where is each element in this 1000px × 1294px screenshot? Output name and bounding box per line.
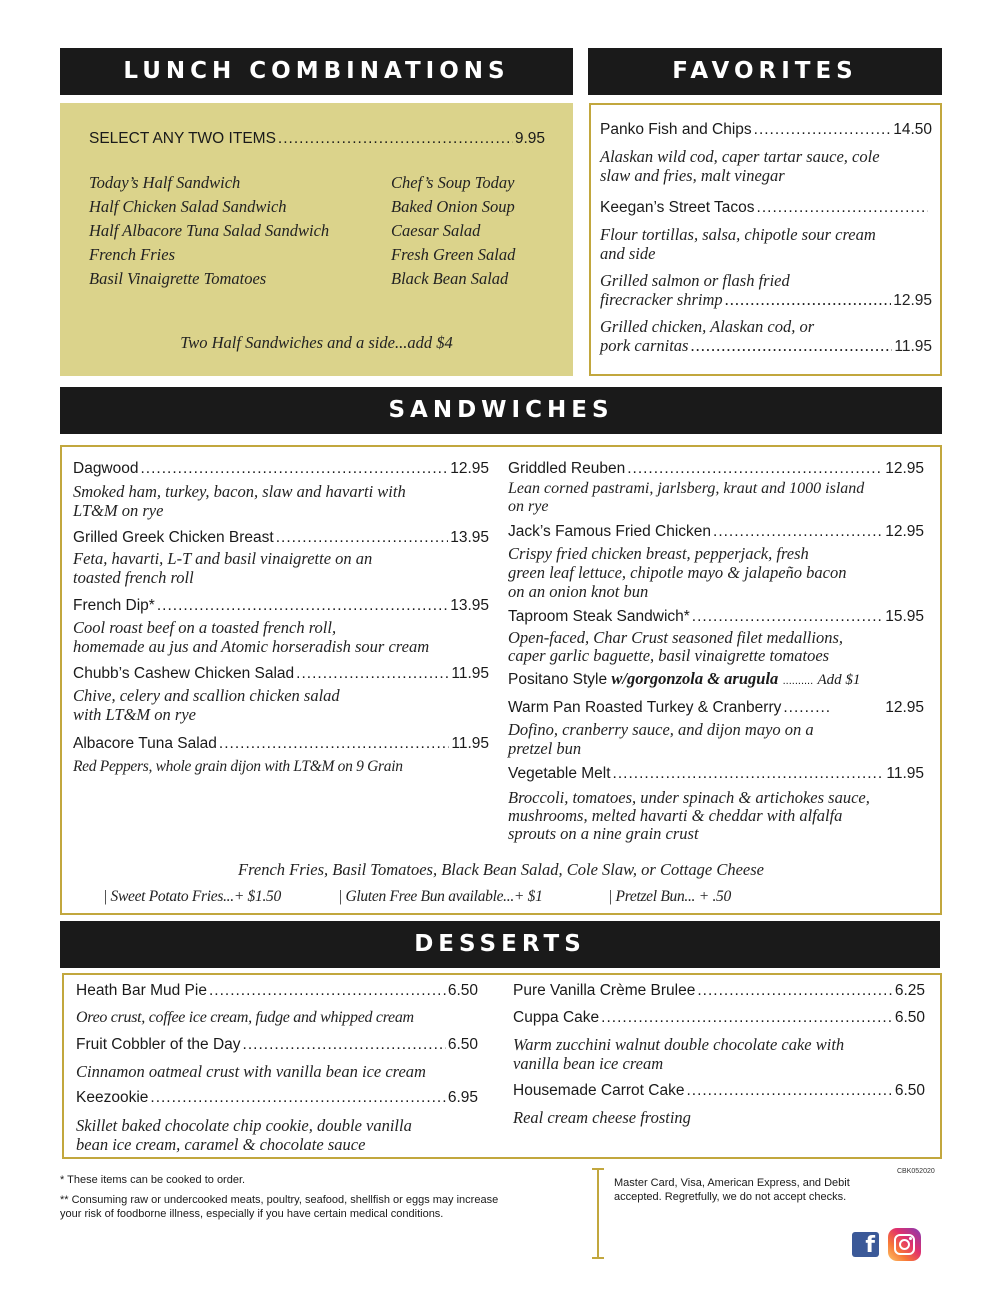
favorite-item-panko-desc: Alaskan wild cod, caper tartar sauce, cole slaw and fries, malt vinegar [600,147,880,185]
lunch-option: Fresh Green Salad [391,245,516,264]
lunch-option: Today’s Half Sandwich [89,173,241,192]
sandwich-item-vegetable-melt: Vegetable Melt ..... 11.95 [508,764,924,784]
sandwich-addon-gluten-free: | Gluten Free Bun available...+ $1 [338,888,543,905]
sandwich-sides-line: French Fries, Basil Tomatoes, Black Bean Salad, Cole Slaw, or Cottage Cheese [238,860,764,879]
sandwich-item-steak-desc: Open-faced, Char Crust seasoned filet medallions, caper garlic baguette, basil vinaigrette tomatoes [508,628,844,665]
sandwich-item-french-dip-desc: Cool roast beef on a toasted french roll, homemade au jus and Atomic horseradish sour cream [73,618,430,656]
sandwich-item-reuben-desc: Lean corned pastrami, jarlsberg, kraut and 1000 island on rye [508,480,865,515]
dessert-item-keezookie-desc: Skillet baked chocolate chip cookie, double vanilla bean ice cream, caramel & chocolate sauce [76,1116,412,1154]
select-any-two-label: SELECT ANY TWO ITEMS [89,130,276,147]
item-price: 11.95 [894,338,932,355]
dessert-item-mud-pie-desc: Oreo crust, coffee ice cream, fudge and whipped cream [76,1009,414,1026]
sandwich-item-cashew-chicken-desc: Chive, celery and scallion chicken salad with LT&M on rye [73,686,340,724]
sandwich-item-fried-chicken: Jack’s Famous Fried Chicken ..... 12.95 [508,522,924,542]
dessert-item-fruit-cobbler-desc: Cinnamon oatmeal crust with vanilla bean ice cream [76,1062,426,1081]
sandwich-item-reuben: Griddled Reuben ..... 12.95 [508,459,924,479]
dessert-item-cuppa-cake-desc: Warm zucchini walnut double chocolate cake with vanilla bean ice cream [513,1035,845,1073]
sandwich-item-greek-chicken-desc: Feta, havarti, L-T and basil vinaigrette on an toasted french roll [73,549,373,587]
sandwich-item-fried-chicken-desc: Crispy fried chicken breast, pepperjack, fresh green leaf lettuce, chipotle mayo & jalapeño bacon on an onion knot bun [508,544,847,601]
dessert-item-mud-pie: Heath Bar Mud Pie ..... 6.50 [76,981,478,1001]
sandwich-item-turkey-cranberry-desc: Dofino, cranberry sauce, and dijon mayo on a pretzel bun [508,720,814,758]
dessert-item-creme-brulee: Pure Vanilla Crème Brulee ..... 6.25 [513,981,925,1001]
dessert-item-carrot-cake: Housemade Carrot Cake ..... 6.50 [513,1081,925,1101]
sandwich-item-dagwood: Dagwood ..... 12.95 [73,459,489,479]
sandwich-item-cashew-chicken: Chubb’s Cashew Chicken Salad ..... 11.95 [73,664,489,684]
sandwiches-header: SANDWICHES [60,387,942,434]
tacos-option-chicken-line1: Grilled chicken, Alaskan cod, or [600,317,815,336]
lunch-left-options [89,171,329,291]
item-name: Panko Fish and Chips [600,121,752,138]
sandwich-item-albacore-tuna-desc: Red Peppers, whole grain dijon with LT&M on 9 Grain [73,758,403,775]
tacos-option-salmon-line1: Grilled salmon or flash fried [600,271,790,290]
footer-divider-cap-top [592,1168,604,1170]
instagram-icon[interactable] [888,1228,921,1261]
sandwich-item-albacore-tuna: Albacore Tuna Salad ..... 11.95 [73,734,489,754]
lunch-option: Black Bean Salad [391,269,509,288]
footer-divider [597,1168,599,1259]
sandwich-item-french-dip: French Dip* ..... 13.95 [73,596,489,616]
tacos-option-salmon: firecracker shrimp ..... 12.95 [600,290,932,310]
lunch-option: Caesar Salad [391,221,481,240]
tacos-option-chicken: pork carnitas ..... 11.95 [600,336,932,356]
favorite-item-panko [600,120,932,140]
lunch-option: Half Albacore Tuna Salad Sandwich [89,221,330,240]
payment-note: Master Card, Visa, American Express, and Debit accepted. Regretfully, we do not accept checks. [614,1177,850,1203]
lunch-half-sandwich-note: Two Half Sandwiches and a side...add $4 [180,333,453,352]
lunch-option: Baked Onion Soup [391,197,515,216]
sandwich-item-turkey-cranberry: Warm Pan Roasted Turkey & Cranberry ..... 12.95 [508,698,924,718]
select-any-two-line [89,129,545,149]
item-name: Keegan’s Street Tacos [600,199,755,216]
dessert-item-cuppa-cake: Cuppa Cake ..... 6.50 [513,1008,925,1028]
sandwich-item-greek-chicken: Grilled Greek Chicken Breast ..... 13.95 [73,528,489,548]
positano-style-option: Positano Style w/gorgonzola & arugula .......... Add $1 [508,669,861,688]
sandwich-item-dagwood-desc: Smoked ham, turkey, bacon, slaw and havarti with LT&M on rye [73,482,406,520]
select-any-two-price: 9.95 [514,130,545,147]
dessert-item-keezookie: Keezookie ..... 6.95 [76,1088,478,1108]
lunch-right-options [391,171,515,291]
dessert-item-carrot-cake-desc: Real cream cheese frosting [513,1108,691,1127]
favorites-header: FAVORITES [588,48,942,95]
item-price: 12.95 [893,292,932,309]
sandwich-addon-pretzel-bun: | Pretzel Bun... + .50 [608,888,731,905]
lunch-option: Basil Vinaigrette Tomatoes [89,269,267,288]
cooked-to-order-note: * These items can be cooked to order. [60,1174,246,1186]
lunch-option: Half Chicken Salad Sandwich [89,197,287,216]
lunch-combinations-header: LUNCH COMBINATIONS [60,48,573,95]
dessert-item-fruit-cobbler: Fruit Cobbler of the Day ..... 6.50 [76,1035,478,1055]
sandwich-addon-sweet-potato: | Sweet Potato Fries...+ $1.50 [103,888,281,905]
favorite-item-tacos-desc: Flour tortillas, salsa, chipotle sour cream and side [600,225,876,263]
desserts-header: DESSERTS [60,921,940,968]
sandwich-item-vegetable-melt-desc: Broccoli, tomatoes, under spinach & artichokes sauce, mushrooms, melted havarti & cheddar with alfalfa sprouts on a nine grain crust [508,788,870,843]
favorite-item-tacos [600,198,930,218]
facebook-icon[interactable]: f [852,1232,879,1257]
item-price: 14.50 [893,121,932,138]
sandwich-item-steak: Taproom Steak Sandwich* ..... 15.95 [508,607,924,627]
menu-code: CBK052020 [897,1168,935,1175]
foodborne-illness-warning: ** Consuming raw or undercooked meats, poultry, seafood, shellfish or eggs may increase your risk of foodborne illness, especially if you have certain medical conditions. [60,1194,499,1220]
lunch-option: Chef’s Soup Today [391,173,515,192]
lunch-option: French Fries [89,245,175,264]
footer-divider-cap-bottom [592,1257,604,1259]
